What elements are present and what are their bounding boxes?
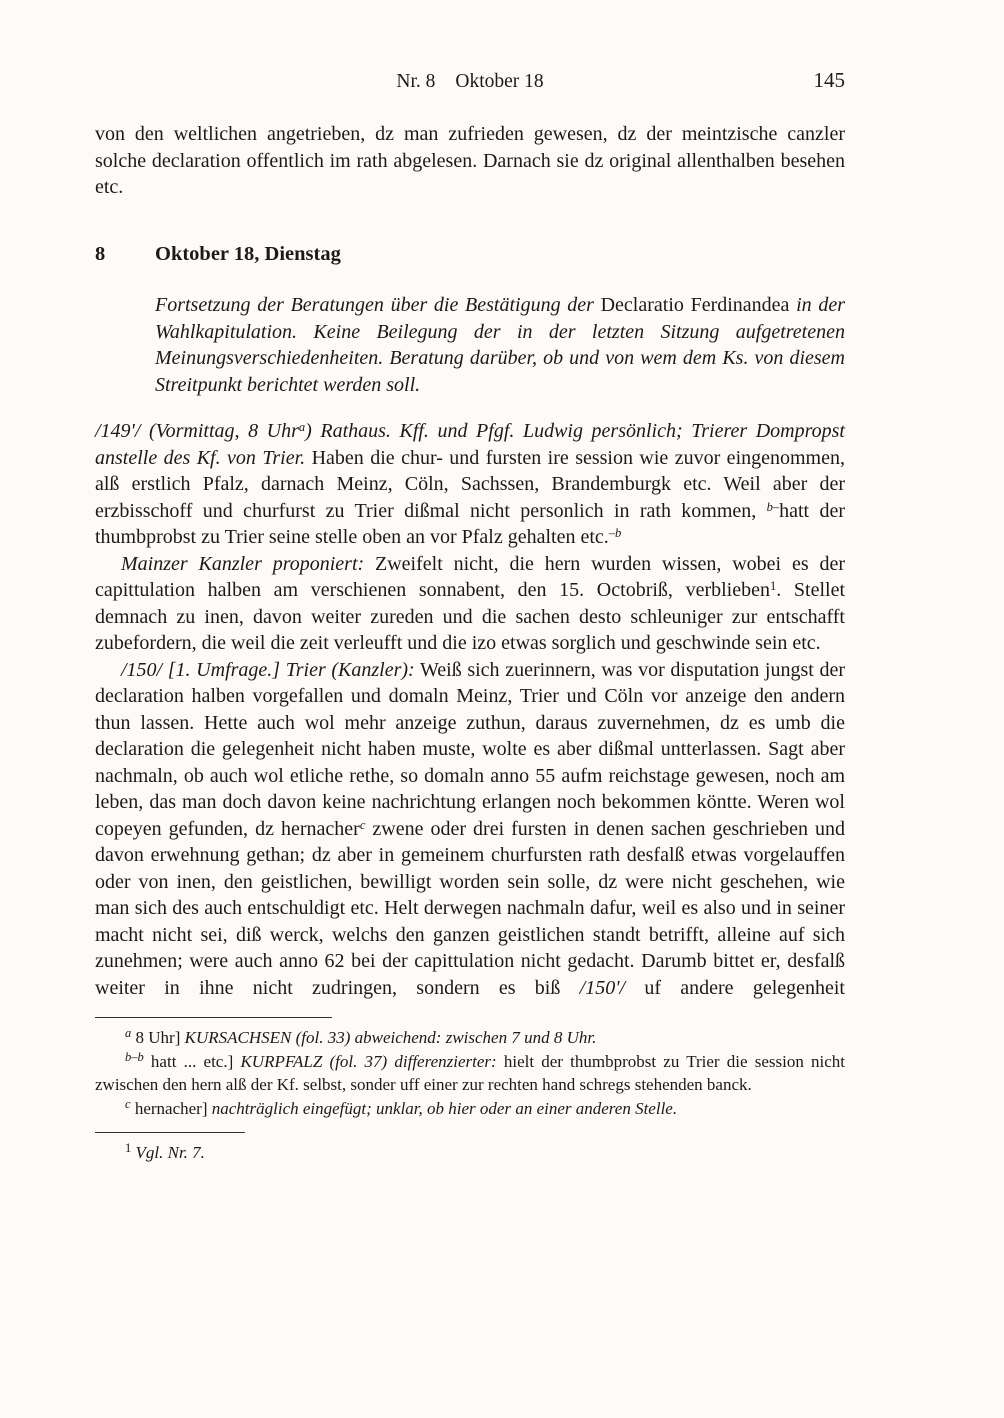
page-header: [95, 0, 845, 94]
text-run: /149'/ (Vormittag, 8 Uhr: [95, 420, 299, 442]
text-run: /150'/: [579, 976, 626, 999]
body-paragraph-1: [95, 418, 845, 551]
footnote-a: [95, 1026, 845, 1050]
section-title: Oktober 18, Dienstag: [155, 242, 341, 265]
text-run: Zweifelt nicht, die hern wurden wissen, wobei es der capittulation halben am verschienen sonnabent, den 15. Octobriß, verblieben: [95, 552, 845, 601]
text-run: Vgl. Nr. 7.: [135, 1143, 205, 1162]
text-run: zwene oder drei fursten in denen sachen geschrieben und davon erwehnung gethan; dz aber in gemeinem churfursten rath desfalß etwas vorgelauffen oder von inen, den geistlichen, bewilligt worden sein solle, dz were nicht geschehen, wie man sich des auch entschuldigt etc. Helt derwegen nachmaln dafur, weil es also und in seiner macht nicht sei, diß werck, welchs den ganzen geistlichen standt betrifft, alleine auf sich zunehmen; were auch anno 62 bei der capittulation nicht gedacht. Darumb bittet er, desfalß weiter in ihne nicht zudringen, sondern es biß: [95, 817, 846, 999]
text-run: KURSACHSEN (fol. 33) abweichend: zwischen 7 und 8 Uhr.: [184, 1028, 597, 1047]
section-heading: [95, 241, 845, 268]
text-run: hielt der thumbprobst zu Trier die session nicht zwischen den hern alß der Kf. selbst, sonder uff einer zur rechten hand schregs stehenden banck.: [95, 1051, 846, 1094]
text-run: c: [125, 1096, 131, 1111]
text-run: Haben die chur- und fursten ire session wie zuvor eingenommen, alß erstlich Pfalz, darnach Meinz, Cöln, Sachssen, Brandemburgk etc. Weil aber der erzbisschoff und churfurst zu Trier dißmal nicht personlich in rath kommen,: [95, 446, 845, 522]
text-run: hatt ... etc.]: [143, 1051, 241, 1071]
text-block: [95, 121, 845, 1165]
text-run: b–b: [125, 1049, 144, 1064]
text-run: Mainzer Kanzler proponiert:: [121, 552, 365, 575]
text-run: hatt der thumbprobst zu Trier seine stelle oben an vor Pfalz gehalten etc.: [95, 499, 845, 548]
text-run: c: [359, 817, 366, 832]
body-paragraph-3: [95, 657, 845, 1002]
text-run: von den weltlichen angetrieben, dz man zufrieden gewesen, dz der meintzische canzler solche declaration offentlich im rath abgelesen. Darnach sie dz original allenthalben besehen etc.: [95, 123, 845, 198]
section-number: 8: [95, 242, 106, 265]
body-paragraph-2: [95, 551, 845, 657]
text-run: KURPFALZ (fol. 37) differenzierter:: [240, 1051, 497, 1071]
apparatus-footnotes: [95, 1026, 845, 1120]
section-summary: [155, 292, 845, 398]
running-title: [95, 70, 845, 94]
text-run: Fortsetzung der Beratungen über die Bestätigung der: [155, 294, 601, 316]
text-run: 1: [769, 579, 777, 593]
running-title-date: Oktober 18: [455, 71, 544, 92]
footnote-b: [95, 1050, 845, 1097]
text-run: 8 Uhr]: [131, 1028, 185, 1047]
text-run: b–: [766, 499, 780, 514]
text-run: 1: [125, 1141, 132, 1155]
text-run: . Stellet demnach zu inen, davon weiter zureden und die sachen desto schleuniger zur entschafft zubefordern, die weil die zeit verleufft und die izo etwas sorglich und geschwinde sein etc.: [95, 579, 845, 654]
text-run: Weiß sich zuerinnern, was vor disputation jungst der declaration halben vorgefallen und domaln Meinz, Trier und Cöln vor anzeige den andern thun lassen. Hette auch wol mehr anzeige zuthun, daraus zuvernehmen, dz es umb die declaration die gelegenheit nicht haben muste, wolte es aber dißmal untterlassen. Sagt aber nachmaln, ob auch wol etliche rethe, so domaln anno 55 aufm reichstage gewesen, noch am leben, das man doch davon keine nachrichtung erlangen noch bekommen köntte. Weren wol copeyen gefunden, dz hernacher: [95, 658, 846, 840]
text-run: nachträglich eingefügt; unklar, ob hier oder an einer anderen Stelle.: [211, 1098, 678, 1118]
text-run: in der Wahlkapitulation. Keine Beilegung der in der letzten Sitzung aufgetretenen Meinungsverschiedenheiten. Beratung darüber, ob und von wem dem Ks. von diesem Streitpunkt berichtet werden soll.: [155, 294, 846, 396]
text-run: Declaratio Ferdinandea: [600, 294, 797, 316]
page-number: 145: [813, 68, 845, 92]
text-run: –b: [608, 526, 622, 540]
text-run: a: [298, 420, 306, 434]
apparatus-separator-rule: [95, 1017, 332, 1018]
text-run: hernacher]: [130, 1098, 212, 1118]
footnote-1: [95, 1141, 845, 1165]
running-title-number: Nr. 8: [396, 71, 436, 92]
footnote-c: [95, 1097, 845, 1121]
continuation-paragraph: [95, 121, 845, 201]
text-run: uf andere gelegenheit: [625, 976, 845, 999]
footnote-separator-rule: [95, 1132, 245, 1133]
text-run: ) Rathaus. Kff. und Pfgf. Ludwig persönlich; Trierer Dompropst anstelle des Kf. von Trier.: [95, 420, 845, 469]
text-run: /150/ [1. Umfrage.] Trier (Kanzler):: [121, 658, 415, 681]
text-run: a: [125, 1026, 132, 1040]
